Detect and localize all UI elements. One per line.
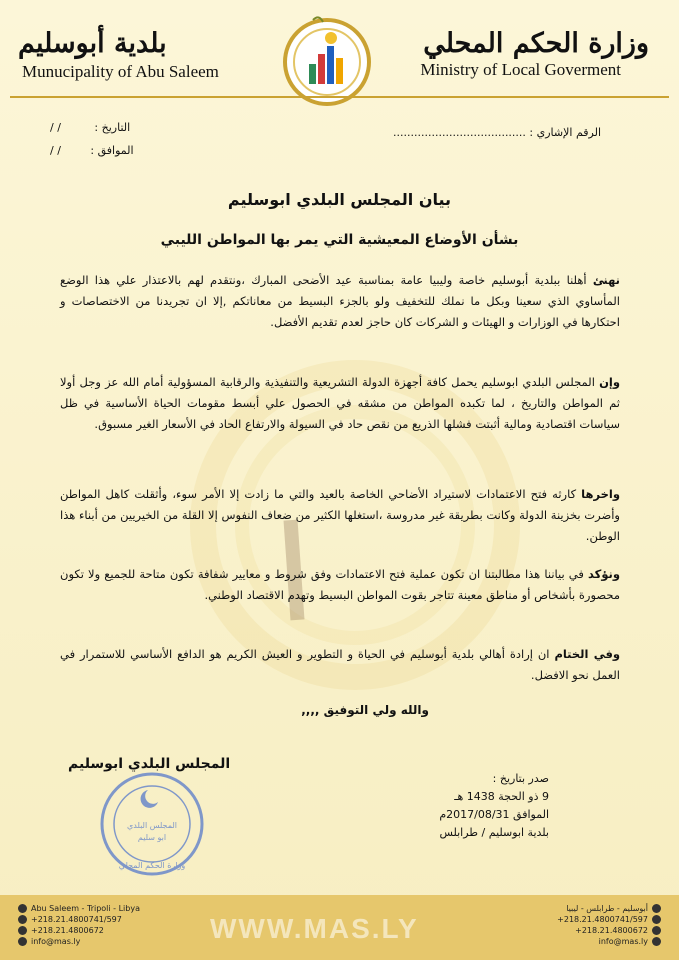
issued-label: صدر بتاريخ :	[492, 772, 549, 785]
footer-phone-1-ar: +218.21.4800741/597	[557, 915, 648, 924]
paragraph-3	[60, 484, 620, 547]
footer-bar	[0, 895, 679, 960]
signature-council: المجلس البلدي ابوسليم	[68, 756, 231, 772]
date-value: / /	[50, 121, 61, 134]
reference-dots: ......................................	[393, 126, 526, 139]
statement-title: بيان المجلس البلدي ابوسليم	[227, 190, 452, 209]
email-icon	[652, 937, 661, 946]
date-field	[50, 121, 130, 134]
statement-subtitle: بشأن الأوضاع المعيشية التي يمر بها المواطن الليبي	[160, 232, 519, 248]
ministry-name-ar: وزارة الحكم المحلي	[423, 28, 649, 59]
location-icon	[18, 904, 27, 913]
issued-gregorian-date: الموافق 2017/08/31م	[439, 808, 549, 821]
paragraph-4-text: في بياننا هذا مطالبتنا ان تكون عملية فتح الاعتمادات وفق شروط و معايير شفافة تكون متاحة للجميع ولا تكون محصورة بأشخاص أو مناطق معينة تتاجر بقوت المواطن البسيط وتهدم الاقتصاد الوطني.	[60, 567, 620, 602]
paragraph-1-lead: نهنئ	[592, 273, 621, 287]
footer-email-ar[interactable]: info@mas.ly	[598, 937, 648, 946]
municipality-name-ar: بلدية أبوسليم	[18, 28, 167, 59]
corresponds-value: / /	[50, 144, 61, 157]
paragraph-5	[60, 644, 620, 686]
paragraph-4-lead: ونؤكد	[588, 567, 621, 581]
paragraph-1	[60, 270, 620, 333]
municipality-name-en: Munucipality of Abu Saleem	[22, 62, 219, 81]
paragraph-5-text: ان إرادة أهالي بلدية أبوسليم في الحياة و التطوير و العيش الكريم هو الدافع الأساسي للاستمرار في العمل نحو الافضل.	[60, 647, 620, 682]
footer-website-watermark: WWW.MAS.LY	[210, 913, 419, 944]
phone-icon	[652, 915, 661, 924]
reference-label: الرقم الإشاري :	[529, 126, 601, 139]
location-icon	[652, 904, 661, 913]
stamp-text-council: المجلس البلدي	[126, 821, 178, 830]
paragraph-4	[60, 564, 620, 606]
issued-block	[439, 770, 549, 842]
footer-phone-2-en: +218.21.4800672	[31, 926, 104, 935]
municipality-logo	[279, 12, 375, 108]
paragraph-2	[60, 372, 620, 435]
fax-icon	[18, 926, 27, 935]
footer-contact-ar	[557, 903, 665, 947]
footer-phone-1-en: +218.21.4800741/597	[31, 915, 122, 924]
ministry-name-en: Ministry of Local Goverment	[420, 60, 621, 79]
footer-contact-en	[14, 903, 140, 947]
stamp-text-outer: وزارة الحكم المحلي	[118, 861, 186, 870]
reference-number	[393, 126, 601, 139]
corresponds-field	[50, 144, 134, 157]
corresponds-label: الموافق :	[90, 144, 134, 157]
paragraph-2-lead: وإن	[599, 375, 620, 389]
closing-line: والله ولي التوفيق ,,,,	[301, 703, 429, 717]
fax-icon	[652, 926, 661, 935]
paragraph-3-text: كارثه فتح الاعتمادات لاستيراد الأضاحي الخاصة بالعيد والتي ما زادت إلا الأمر سوء، وأثقلت كاهل المواطن وأضرت بخزينة الدولة وكانت بطريقة غير مدروسة ،استغلها الكثير من ضعاف النفوس إلا القلة من الخيريين من أبناء هذا الوطن.	[60, 487, 620, 543]
footer-address-en: Abu Saleem - Tripoli - Libya	[31, 904, 140, 913]
footer-phone-2-ar: +218.21.4800672	[575, 926, 648, 935]
header-rule	[10, 96, 669, 98]
paragraph-5-lead: وفي الختام	[554, 647, 621, 661]
official-stamp	[98, 770, 206, 878]
issued-hijri-date: 9 ذو الحجة 1438 هـ	[454, 790, 549, 803]
date-label: التاريخ :	[94, 121, 131, 134]
issued-place: بلدية ابوسليم / طرابلس	[439, 826, 549, 839]
paragraph-2-text: المجلس البلدي ابوسليم يحمل كافة أجهزة الدولة التشريعية والتنفيذية والرقابية المسؤولية أمام الله عز وجل أولا ثم المواطن والتاريخ ، لما تكبده المواطن من مشقه في الحصول علي أبسط مقومات الحياة الأساسية في ظل سياسات اقتصادية ومالية أثبتت فشلها الذريع من نقص حاد في السيولة والارتفاع الحاد في الأسعار الغير مسبوق.	[60, 375, 620, 431]
paragraph-1-text: أهلنا ببلدية أبوسليم خاصة وليبيا عامة بمناسبة عيد الأضحى المبارك ،ونتقدم لهم بالاعتذار علي هذا الوضع المأساوي الذي سعينا وبكل ما نملك للتخفيف ولو بالجزء البسيط من معاناتكم ,إلا ان تجريدنا من الاختصاصات و احتكارها في الوزارات و الهيئات و الشركات كان حاجز لعدم تقديم الأفضل.	[60, 273, 620, 329]
stamp-text-name: ابو سليم	[137, 833, 167, 842]
email-icon	[18, 937, 27, 946]
footer-address-ar: أبوسليم - طرابلس - ليبيا	[566, 904, 648, 913]
phone-icon	[18, 915, 27, 924]
footer-email-en[interactable]: info@mas.ly	[31, 937, 81, 946]
paragraph-3-lead: واخرها	[581, 487, 620, 501]
